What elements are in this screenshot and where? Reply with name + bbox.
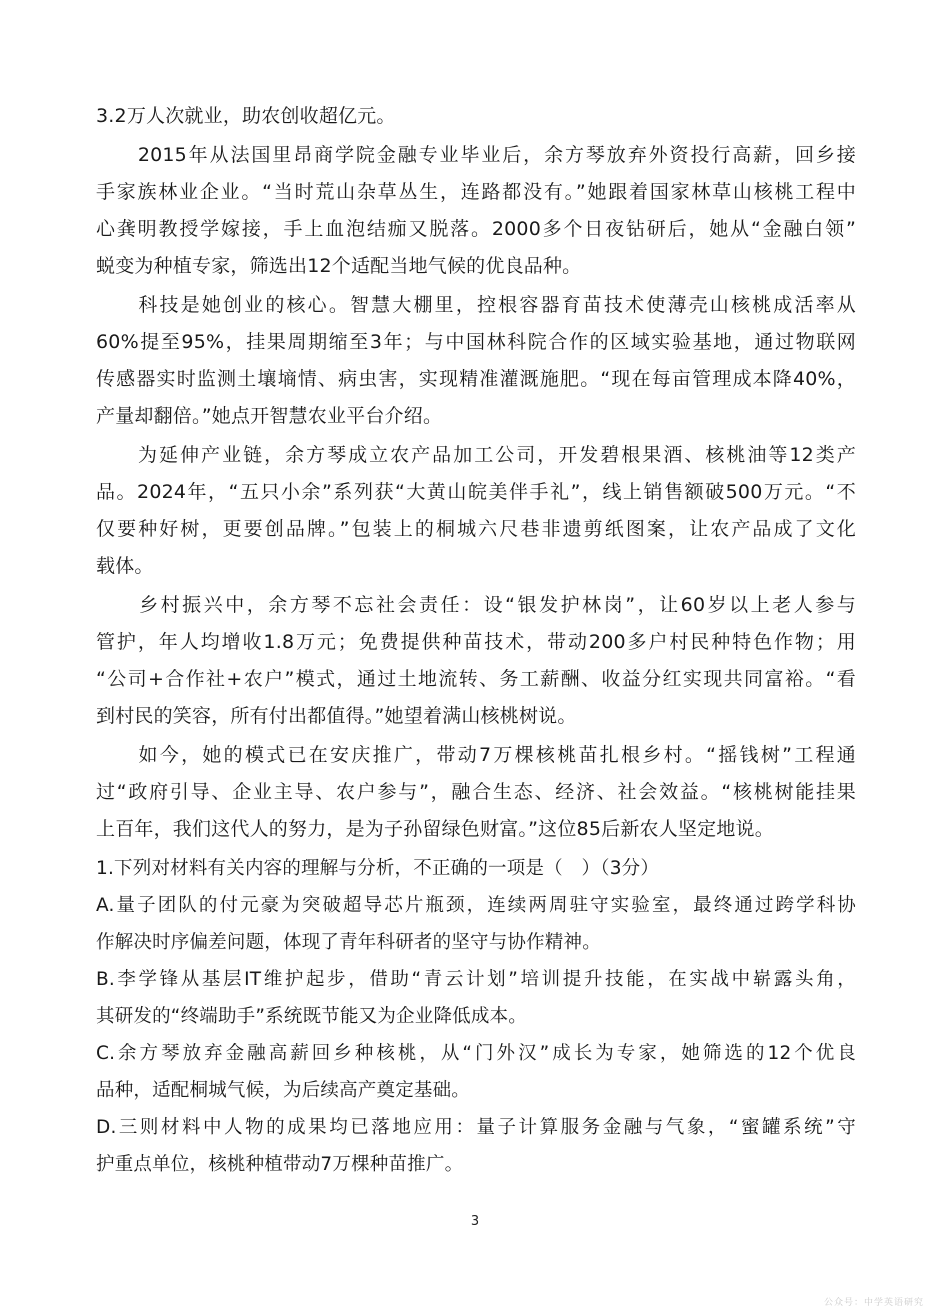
question-1 [96,850,856,1183]
option-line: B.李学锋从基层IT维护起步，借助“青云计划”培训提升技能，在实战中崭露头角， [96,969,856,990]
text-line: 过“政府引导、企业主导、农户参与”，融合生态、经济、社会效益。“核桃树能挂果 [96,781,856,803]
paragraph-background [96,137,856,285]
text-line: 60%提至95%，挂果周期缩至3年；与中国林科院合作的区域实验基地，通过物联网 [96,331,856,353]
option-line: C.余方琴放弃金融高薪回乡种核桃，从“门外汉”成长为专家，她筛选的12个优良 [96,1043,856,1064]
paragraph-rural-revitalization [96,587,856,735]
document-body [96,98,856,1183]
text-line: 如今，她的模式已在安庆推广，带动7万棵核桃苗扎根乡村。“摇钱树”工程通 [96,744,856,766]
text-line: 载体。 [96,555,154,577]
text-line: 3.2万人次就业，助农创收超亿元。 [96,105,396,127]
text-line: “公司+合作社+农户”模式，通过土地流转、务工薪酬、收益分红实现共同富裕。“看 [96,668,856,690]
paragraph-industry-chain [96,437,856,585]
text-line: 管护，年人均增收1.8万元；免费提供种苗技术，带动200多户村民种特色作物；用 [96,631,856,653]
text-line: 乡村振兴中，余方琴不忘社会责任：设“银发护林岗”，让60岁以上老人参与 [96,594,856,616]
option-d [96,1109,856,1183]
option-line: 其研发的“终端助手”系统既节能又为企业降低成本。 [96,1006,527,1027]
text-line: 到村民的笑容，所有付出都值得。”她望着满山核桃树说。 [96,705,577,727]
option-line: A.量子团队的付元豪为突破超导芯片瓶颈，连续两周驻守实验室，最终通过跨学科协 [96,895,856,916]
text-line: 产量却翻倍。”她点开智慧农业平台介绍。 [96,405,443,427]
option-line: 护重点单位，核桃种植带动7万棵种苗推广。 [96,1154,464,1175]
option-a [96,887,856,961]
option-line: 品种，适配桐城气候，为后续高产奠定基础。 [96,1080,471,1101]
page-number: 3 [470,1214,480,1229]
text-line: 2015年从法国里昂商学院金融专业毕业后，余方琴放弃外资投行高薪，回乡接 [96,144,856,166]
text-line: 为延伸产业链，余方琴成立农产品加工公司，开发碧根果酒、核桃油等12类产 [96,444,856,466]
option-b [96,961,856,1035]
option-line: 作解决时序偏差问题，体现了青年科研者的坚守与协作精神。 [96,932,601,953]
watermark: 公众号：中学英语研究 [823,1298,924,1308]
paragraph-intro-tail [96,98,856,135]
option-line: D.三则材料中人物的成果均已落地应用：量子计算服务金融与气象，“蜜罐系统”守 [96,1117,856,1138]
option-c [96,1035,856,1109]
question-stem: 1.下列对材料有关内容的理解与分析，不正确的一项是（ ）（3分） [96,858,660,879]
text-line: 上百年，我们这代人的努力，是为子孙留绿色财富。”这位85后新农人坚定地说。 [96,818,774,840]
paragraph-outlook [96,737,856,848]
text-line: 蜕变为种植专家，筛选出12个适配当地气候的优良品种。 [96,255,582,277]
text-line: 心龚明教授学嫁接，手上血泡结痂又脱落。2000多个日夜钻研后，她从“金融白领” [96,218,856,240]
text-line: 品。2024年，“五只小余”系列获“大黄山皖美伴手礼”，线上销售额破500万元。“不 [96,481,856,503]
paragraph-technology [96,287,856,435]
text-line: 仅要种好树，更要创品牌。”包装上的桐城六尺巷非遗剪纸图案，让农产品成了文化 [96,518,856,540]
text-line: 科技是她创业的核心。智慧大棚里，控根容器育苗技术使薄壳山核桃成活率从 [96,294,856,316]
text-line: 手家族林业企业。“当时荒山杂草丛生，连路都没有。”她跟着国家林草山核桃工程中 [96,181,856,203]
text-line: 传感器实时监测土壤墒情、病虫害，实现精准灌溉施肥。“现在每亩管理成本降40%， [96,368,856,390]
